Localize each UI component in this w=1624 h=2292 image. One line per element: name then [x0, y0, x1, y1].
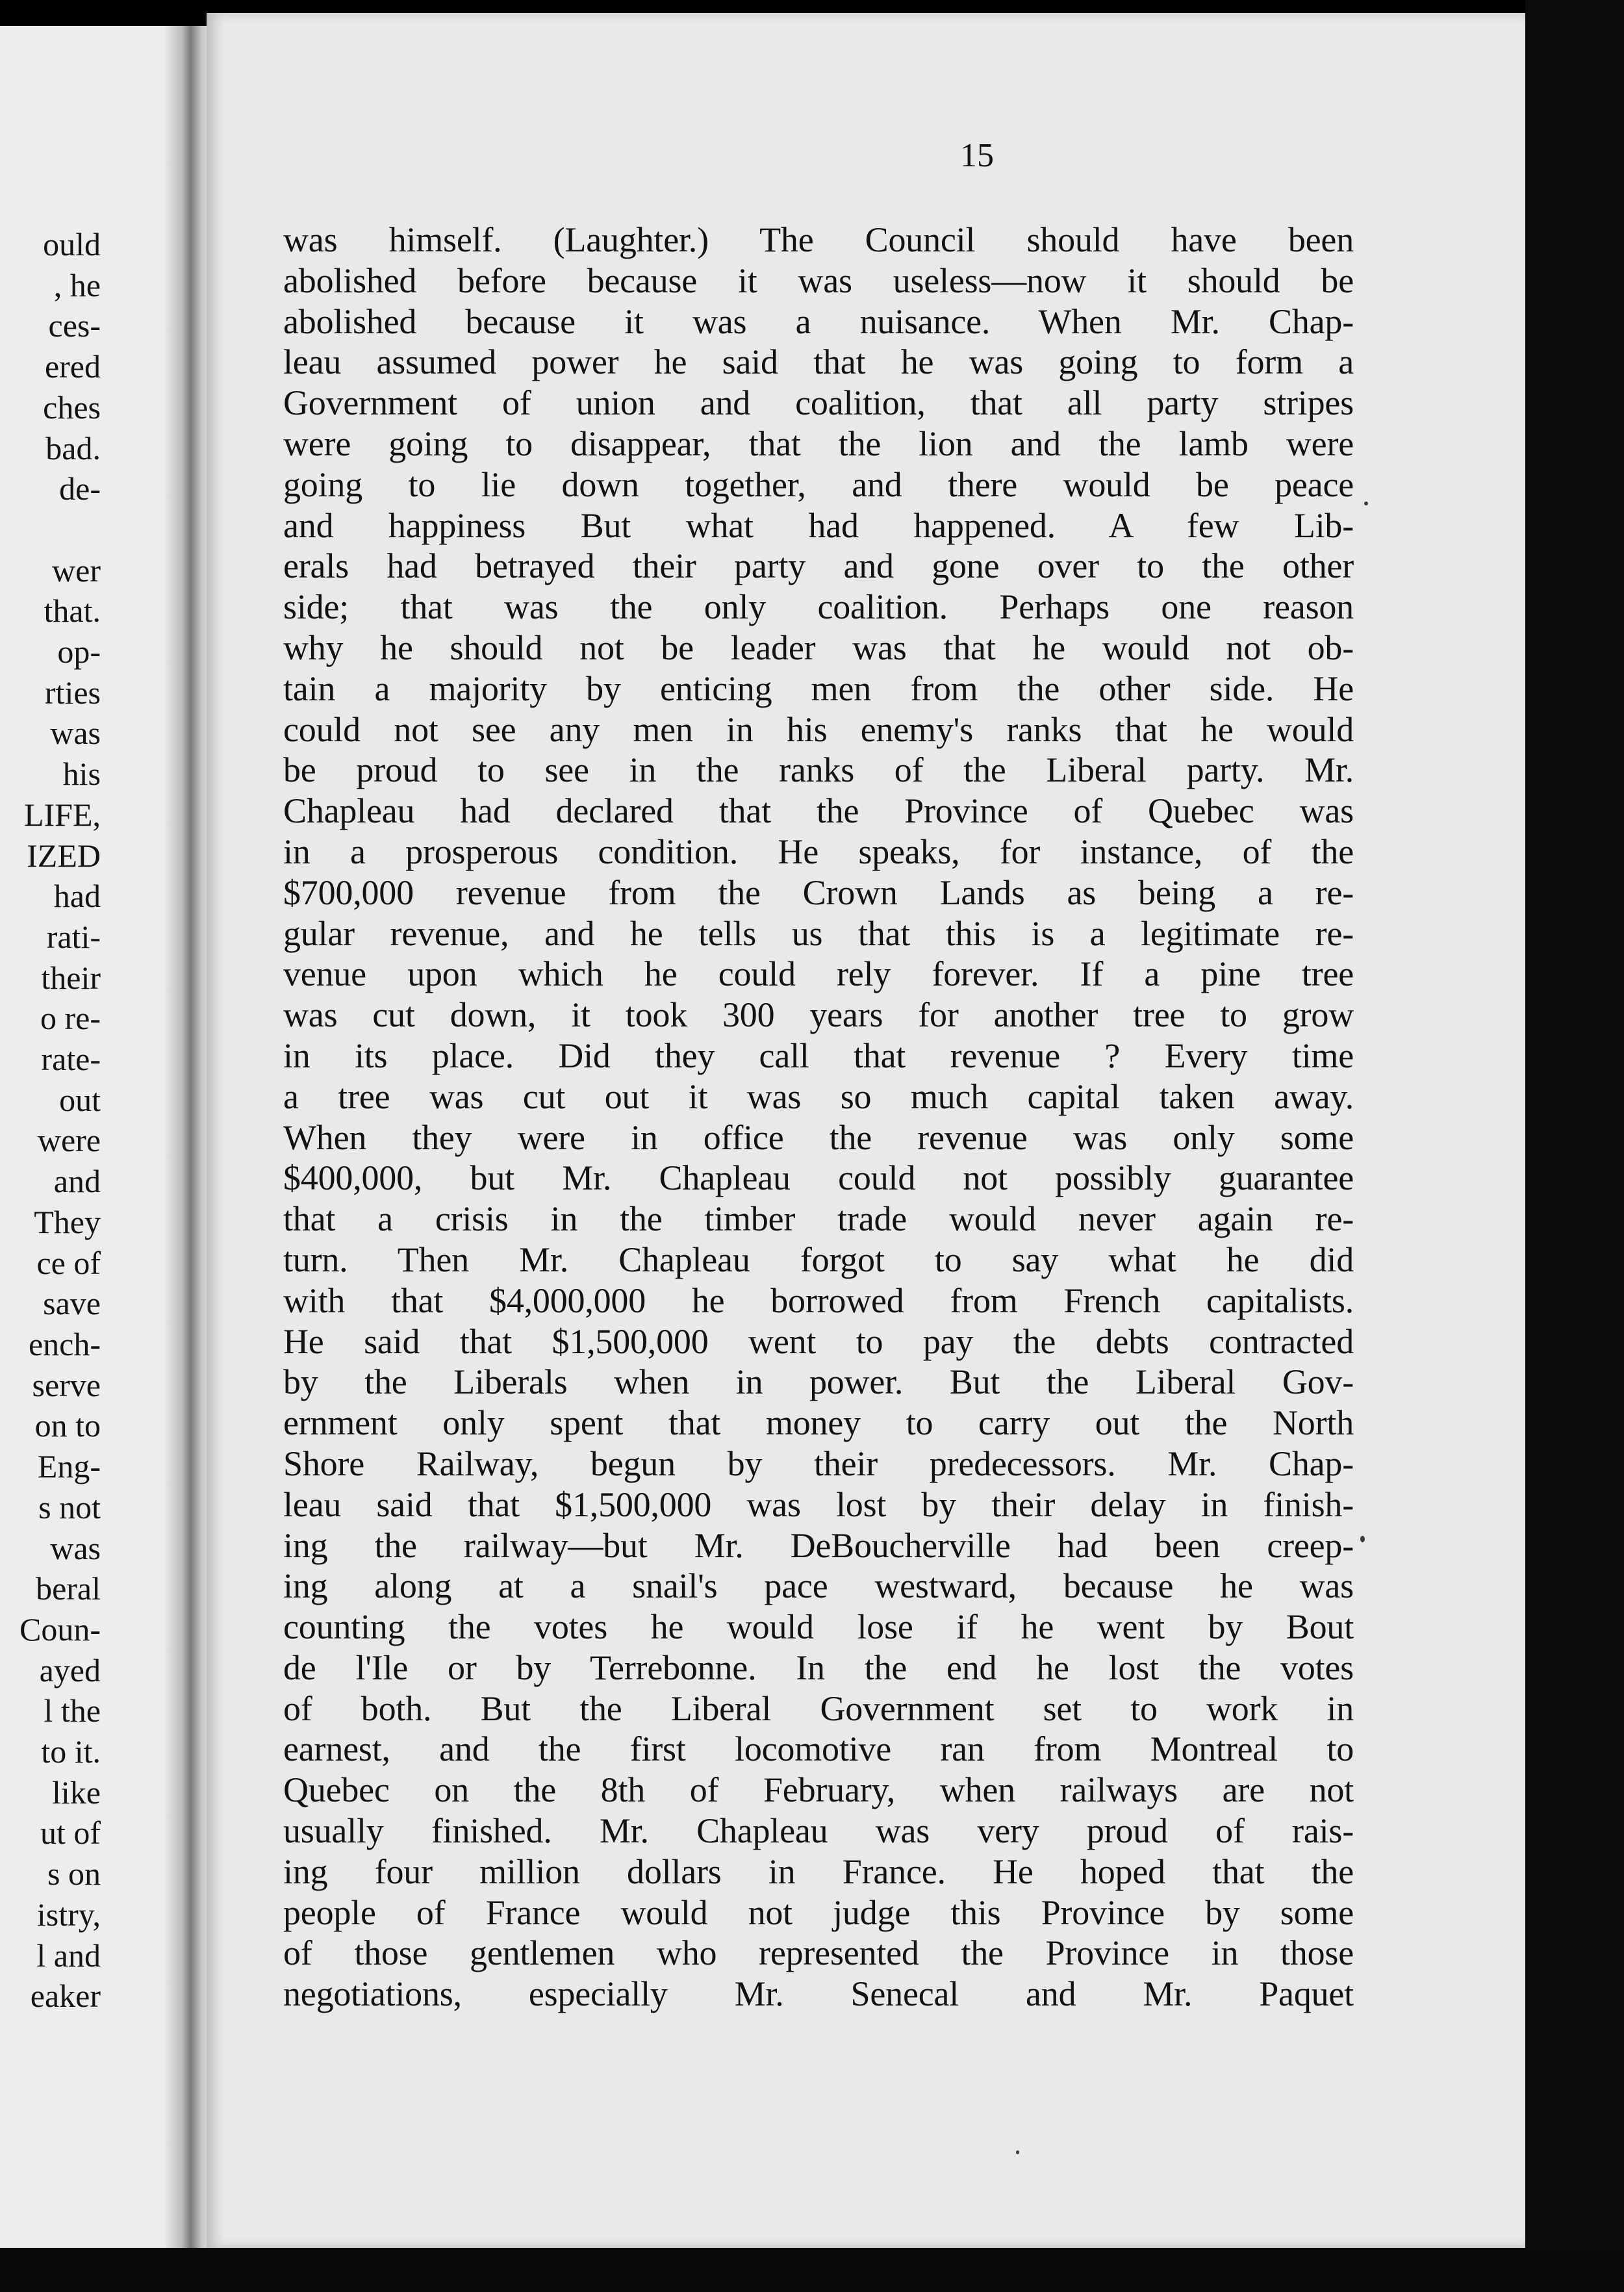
- text-line: could not see any men in his enemy's ranks that he would: [283, 709, 1354, 749]
- left-page-text-fragment: beral: [36, 1570, 101, 1607]
- right-page: [207, 13, 1525, 2248]
- left-page-text-fragment: his: [62, 756, 101, 793]
- text-line: negotiations, especially Mr. Senecal and Mr. Paquet: [283, 1974, 1354, 2014]
- left-page-text-fragment: save: [43, 1285, 101, 1322]
- text-line: with that $4,000,000 he borrowed from French capitalists.: [283, 1280, 1354, 1320]
- left-page-text-fragment: [0, 509, 101, 550]
- text-line: tain a majority by enticing men from the other side. He: [283, 668, 1354, 708]
- text-line: ing along at a snail's pace westward, because he was: [283, 1566, 1354, 1606]
- left-page-text-fragment: ayed: [39, 1651, 101, 1688]
- text-line: earnest, and the first locomotive ran from Montreal to: [283, 1729, 1354, 1769]
- text-line: Quebec on the 8th of February, when railways are not: [283, 1770, 1354, 1810]
- left-page-text-fragment: out: [59, 1081, 101, 1118]
- left-page-text-fragment: and: [53, 1163, 101, 1200]
- text-line: usually finished. Mr. Chapleau was very proud of rais-: [283, 1811, 1354, 1851]
- left-page-text-fragment: on to: [34, 1407, 101, 1444]
- left-page-text-fragment: Coun-: [19, 1611, 101, 1648]
- left-page-text-fragment: s not: [38, 1488, 101, 1525]
- text-line: in its place. Did they call that revenue ? Every time: [283, 1036, 1354, 1075]
- left-page-text-fragment: rate-: [41, 1041, 101, 1078]
- left-page-text-fragment: ce of: [36, 1244, 101, 1281]
- text-line: Shore Railway, begun by their predecessors. Mr. Chap-: [283, 1444, 1354, 1483]
- left-page-text-fragment: o re-: [40, 1000, 101, 1037]
- text-line: were going to disappear, that the lion and the lamb were: [283, 424, 1354, 463]
- text-line: leau said that $1,500,000 was lost by their delay in finish-: [283, 1484, 1354, 1524]
- left-page-text-fragment: ut of: [40, 1815, 101, 1852]
- text-line: be proud to see in the ranks of the Liberal party. Mr.: [283, 750, 1354, 790]
- left-page-text-fragment: was: [50, 1529, 101, 1566]
- text-line: When they were in office the revenue was only some: [283, 1117, 1354, 1157]
- left-page-text-fragment: eaker: [30, 1978, 101, 2015]
- text-line: venue upon which he could rely forever. If a pine tree: [283, 954, 1354, 994]
- left-page-text-fragment: , he: [53, 266, 101, 303]
- left-page-text-fragment: ench-: [28, 1325, 101, 1362]
- text-line: by the Liberals when in power. But the Liberal Gov-: [283, 1362, 1354, 1402]
- scan-right-border: [1525, 0, 1624, 2292]
- left-page-text-fragment: ered: [44, 348, 101, 385]
- left-page-text-fragment: to it.: [41, 1733, 101, 1770]
- text-line: turn. Then Mr. Chapleau forgot to say what he did: [283, 1240, 1354, 1279]
- text-line: that a crisis in the timber trade would never again re-: [283, 1199, 1354, 1239]
- left-page-text-fragment: LIFE,: [23, 796, 101, 833]
- text-line: going to lie down together, and there would be peace: [283, 465, 1354, 504]
- text-line: Chapleau had declared that the Province of Quebec was: [283, 791, 1354, 831]
- text-line: was cut down, it took 300 years for another tree to grow: [283, 995, 1354, 1035]
- left-page-text-fragment: ces-: [48, 307, 101, 344]
- body-text: [283, 220, 1354, 2015]
- left-page-text-fragment: Eng-: [37, 1448, 101, 1485]
- page-gutter: [166, 26, 211, 2248]
- text-line: was himself. (Laughter.) The Council should have been: [283, 220, 1354, 259]
- left-page-text-fragment: op-: [57, 633, 101, 670]
- page-number: 15: [960, 137, 994, 174]
- ink-speck: [1364, 502, 1368, 505]
- left-page-text-fragment: ches: [43, 388, 101, 426]
- left-page-text-fragment: l the: [44, 1692, 101, 1729]
- scan-bottom-border: [0, 2248, 1624, 2292]
- text-line: and happiness But what had happened. A few Lib-: [283, 505, 1354, 545]
- ink-speck: [1016, 2150, 1019, 2154]
- text-line: de l'Ile or by Terrebonne. In the end he lost the votes: [283, 1648, 1354, 1687]
- left-page-text-fragment: like: [52, 1774, 101, 1811]
- left-page-text-fragment: istry,: [36, 1896, 101, 1933]
- left-page-text-fragment: were: [37, 1122, 101, 1159]
- text-line: He said that $1,500,000 went to pay the debts contracted: [283, 1321, 1354, 1361]
- left-page-text-fragment: de-: [59, 470, 101, 507]
- text-line: ing the railway—but Mr. DeBoucherville had been creep-: [283, 1525, 1354, 1565]
- text-line: ing four million dollars in France. He hoped that the: [283, 1852, 1354, 1891]
- left-page-text-fragment: wer: [52, 552, 101, 589]
- left-page-text-fragment: their: [41, 959, 101, 996]
- left-page-text-fragment: IZED: [27, 837, 101, 874]
- text-line: why he should not be leader was that he would not ob-: [283, 628, 1354, 667]
- text-line: ernment only spent that money to carry out the North: [283, 1403, 1354, 1443]
- left-page-text-fragment: ould: [43, 226, 101, 262]
- left-facing-page: [0, 26, 188, 2248]
- text-line: of those gentlemen who represented the Province in those: [283, 1933, 1354, 1973]
- left-page-text-fragment: s on: [47, 1855, 101, 1892]
- text-line: side; that was the only coalition. Perhaps one reason: [283, 587, 1354, 627]
- left-page-fragment-column: [0, 224, 101, 2017]
- text-line: erals had betrayed their party and gone over to the other: [283, 546, 1354, 586]
- left-page-text-fragment: was: [50, 715, 101, 752]
- text-line: gular revenue, and he tells us that this is a legitimate re-: [283, 913, 1354, 953]
- left-page-text-fragment: that.: [44, 592, 101, 630]
- text-line: people of France would not judge this Province by some: [283, 1892, 1354, 1932]
- left-page-text-fragment: rati-: [46, 918, 101, 955]
- text-line: a tree was cut out it was so much capital taken away.: [283, 1076, 1354, 1116]
- text-line: leau assumed power he said that he was going to form a: [283, 342, 1354, 382]
- left-page-text-fragment: l and: [36, 1937, 101, 1974]
- text-line: abolished before because it was useless—now it should be: [283, 261, 1354, 300]
- left-page-text-fragment: bad.: [45, 429, 101, 466]
- text-line: of both. But the Liberal Government set to work in: [283, 1688, 1354, 1728]
- text-line: in a prosperous condition. He speaks, for instance, of the: [283, 832, 1354, 871]
- left-page-text-fragment: They: [34, 1203, 101, 1240]
- left-page-text-fragment: serve: [32, 1366, 101, 1403]
- text-line: $400,000, but Mr. Chapleau could not possibly guarantee: [283, 1158, 1354, 1198]
- text-line: abolished because it was a nuisance. When Mr. Chap-: [283, 301, 1354, 341]
- ink-speck: [1360, 1536, 1365, 1542]
- text-line: counting the votes he would lose if he went by Bout: [283, 1607, 1354, 1647]
- text-line: Government of union and coalition, that all party stripes: [283, 383, 1354, 423]
- left-page-text-fragment: rties: [44, 674, 101, 711]
- left-page-text-fragment: had: [53, 878, 101, 915]
- text-line: $700,000 revenue from the Crown Lands as being a re-: [283, 872, 1354, 912]
